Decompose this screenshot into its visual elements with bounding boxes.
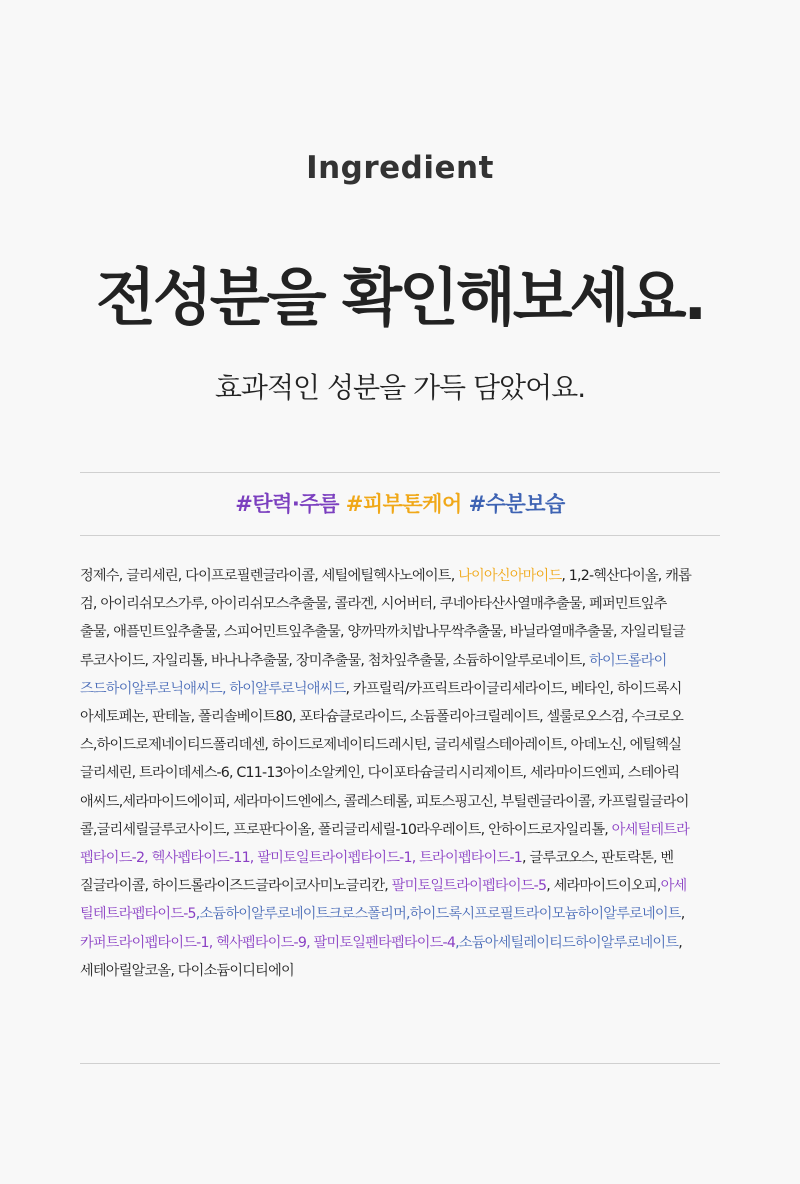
ingredient-text: 질글라이콜, 하이드롤라이즈드글라이코사미노글리칸, (80, 878, 392, 895)
ingredient-text: 정제수, 글리세린, 다이프로필렌글라이콜, 세틸에틸헥사노에이트, (80, 568, 459, 584)
ingredient-text: 콜,글리세릴글루코사이드, 프로판다이올, 폴리글리세릴-10라우레이트, 안하이드로자일리톨, (80, 821, 612, 838)
ingredient-text: , (680, 906, 685, 923)
ingredient-text: , 카프릴릭/카프릭트라이글리세라이드, 베타인, 하이드록시 (345, 680, 682, 697)
divider-bottom (80, 1063, 720, 1064)
ingredient-text: , (678, 934, 682, 951)
ingredient-highlight-hydration: ,소듐아세틸레이티드하이알루로네이트 (455, 934, 679, 951)
ingredient-line: 세테아릴알코올, 다이소듐이디티에이 (80, 962, 294, 979)
page-subtitle: 효과적인 성분을 가득 담았어요. (214, 371, 586, 404)
divider-top (80, 472, 720, 473)
ingredient-line (80, 844, 720, 872)
ingredient-line (80, 872, 720, 900)
ingredient-highlight-firmness: 팔미토일트라이펩타이드-5 (391, 878, 547, 895)
ingredient-list (80, 562, 720, 985)
ingredient-highlight-hydration: ,소듐하이알루로네이트크로스폴리머,하이드록시프로필트라이모늄하이알루로네이트 (195, 906, 681, 923)
ingredient-line: 글리세린, 트라이데세스-6, C11-13아이소알케인, 다이포타슘글리시리제이트, 세라마이드엔피, 스테아릭 (80, 765, 680, 782)
divider-middle (80, 535, 720, 536)
ingredient-line (80, 675, 720, 703)
ingredient-highlight-firmness: 틸테트라펩타이드-5 (80, 906, 196, 923)
ingredient-highlight-firmness: 카퍼트라이펩타이드-1, 헥사펩타이드-9, 팔미토일펜타펩타이드-4 (80, 934, 456, 951)
ingredient-text: , 1,2-헥산다이올, 캐롭 (561, 568, 692, 584)
hashtag-firmness: #탄력·주름 (235, 492, 339, 516)
page-title: 전성분을 확인해보세요. (95, 261, 705, 334)
ingredient-text: , 글루코오스, 판토락톤, 벤 (522, 850, 674, 867)
hashtag-hydration: #수분보습 (468, 492, 565, 516)
ingredient-highlight-firmness: 펩타이드-2, 헥사펩타이드-11, 팔미토일트라이펩타이드-1, 트라이펩타이드-1 (80, 850, 523, 867)
ingredient-line (80, 900, 720, 928)
ingredient-highlight-firmness: 아세 (660, 878, 687, 895)
ingredient-line (80, 647, 720, 675)
ingredient-highlight-hydration: 하이드롤라이 (589, 652, 667, 669)
ingredient-line (80, 929, 720, 957)
ingredient-highlight-hydration: 즈드하이알루로닉애씨드, 하이알루로닉애씨드 (80, 680, 346, 697)
section-label: Ingredient (306, 150, 494, 186)
ingredient-line: 출물, 애플민트잎추출물, 스피어민트잎추출물, 양까막까치밥나무싹추출물, 바닐라열매추출물, 자일리틸글 (80, 624, 685, 641)
ingredient-line: 스,하이드로제네이티드폴리데센, 하이드로제네이티드레시틴, 글리세릴스테아레이트, 아데노신, 에틸헥실 (80, 737, 682, 754)
ingredient-line: 애씨드,세라마이드에이피, 세라마이드엔에스, 콜레스테롤, 피토스핑고신, 부틸렌글라이콜, 카프릴릴글라이 (80, 793, 689, 810)
hashtag-row (0, 488, 800, 518)
ingredient-highlight-tone: 나이아신아마이드 (458, 568, 562, 584)
ingredient-highlight-firmness: 아세틸테트라 (611, 821, 690, 838)
ingredient-text: 루코사이드, 자일리톨, 바나나추출물, 장미추출물, 첨차잎추출물, 소듐하이알루로네이트, (80, 652, 590, 669)
ingredient-line (80, 562, 720, 590)
ingredient-line (80, 816, 720, 844)
ingredient-line: 아세토페논, 판테놀, 폴리솔베이트80, 포타슘클로라이드, 소듐폴리아크릴레이트, 셀룰로오스검, 수크로오 (80, 709, 683, 726)
ingredient-line: 검, 아이리쉬모스가루, 아이리쉬모스추출물, 콜라겐, 시어버터, 쿠네아타산사열매추출물, 페퍼민트잎추 (80, 596, 667, 613)
ingredient-text: , 세라마이드이오피, (546, 878, 661, 895)
hashtag-skin-tone: #피부톤케어 (345, 492, 462, 516)
